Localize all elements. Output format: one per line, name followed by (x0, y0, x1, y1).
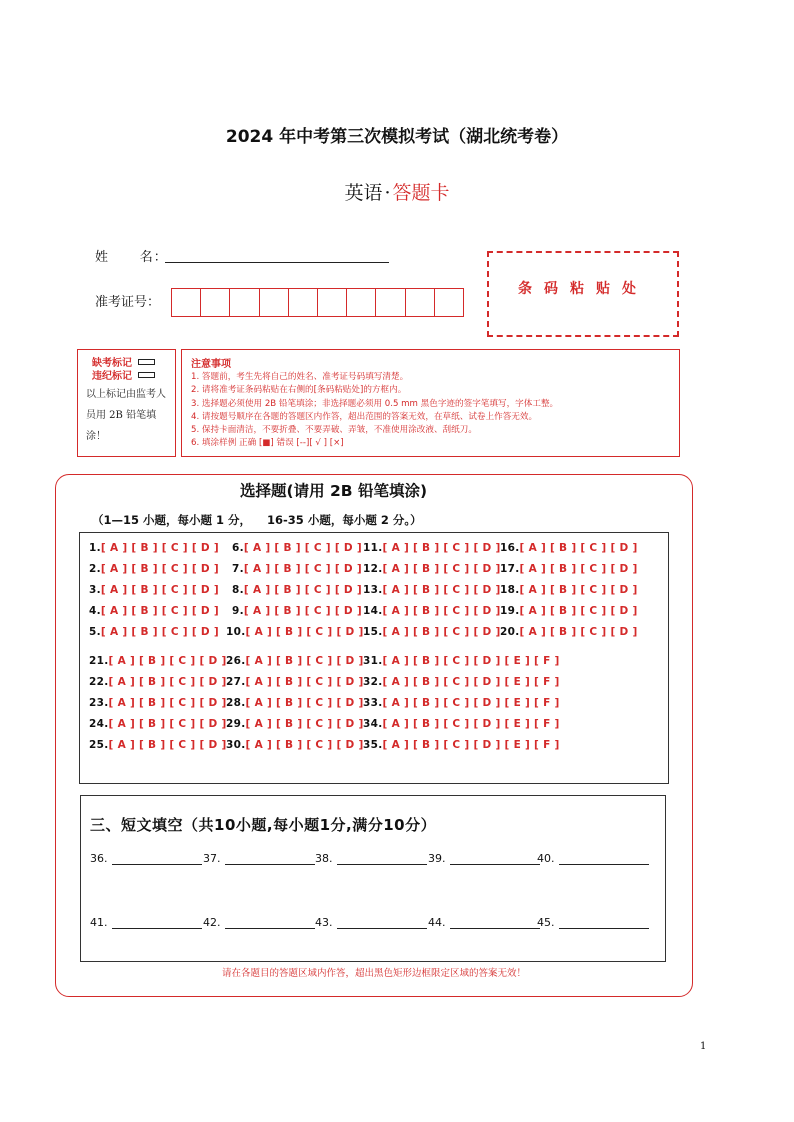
id-digit-box[interactable] (172, 289, 201, 316)
id-label: 准考证号： (95, 295, 161, 310)
answer-options[interactable]: [ A ] [ B ] [ C ] [ D ] (108, 718, 227, 730)
answer-options[interactable]: [ A ] [ B ] [ C ] [ D ] (519, 626, 638, 638)
id-digit-box[interactable] (318, 289, 347, 316)
answer-options[interactable]: [ A ] [ B ] [ C ] [ D ] (100, 542, 219, 554)
question-number: 13. (363, 584, 383, 596)
question-row[interactable] (89, 655, 227, 667)
absent-mark-label: 缺考标记 (92, 358, 132, 369)
question-number: 12. (363, 563, 383, 575)
question-row[interactable] (363, 676, 560, 688)
id-digit-box[interactable] (376, 289, 405, 316)
answer-options[interactable]: [ A ] [ B ] [ C ] [ D ] (108, 697, 227, 709)
question-number: 18. (500, 584, 520, 596)
answer-options[interactable]: [ A ] [ B ] [ C ] [ D ] (243, 542, 362, 554)
name-field[interactable] (165, 262, 389, 263)
question-row[interactable] (363, 542, 501, 554)
blank-number: 42. (203, 916, 221, 929)
id-digit-box[interactable] (201, 289, 230, 316)
question-number: 8. (232, 584, 244, 596)
question-row[interactable] (226, 626, 364, 638)
blank-line[interactable] (450, 917, 540, 929)
violation-mark-label: 违纪标记 (92, 371, 132, 382)
question-number: 20. (500, 626, 520, 638)
question-number: 14. (363, 605, 383, 617)
question-row[interactable] (363, 605, 501, 617)
blank-line[interactable] (559, 853, 649, 865)
answer-options[interactable]: [ A ] [ B ] [ C ] [ D ] (382, 584, 501, 596)
subject-label: 英语 (344, 182, 383, 204)
question-number: 9. (232, 605, 244, 617)
barcode-area (487, 251, 679, 337)
answer-options[interactable]: [ A ] [ B ] [ C ] [ D ] (519, 584, 638, 596)
blank-item[interactable] (428, 852, 540, 865)
blank-number: 37. (203, 852, 221, 865)
blank-item[interactable] (315, 852, 427, 865)
question-number: 7. (232, 563, 244, 575)
id-digit-box[interactable] (347, 289, 376, 316)
blank-line[interactable] (559, 917, 649, 929)
question-row[interactable] (226, 718, 364, 730)
blank-line[interactable] (112, 853, 202, 865)
notice-box (181, 349, 680, 457)
id-digit-box[interactable] (289, 289, 318, 316)
blank-number: 38. (315, 852, 333, 865)
answer-options[interactable]: [ A ] [ B ] [ C ] [ D ] (100, 584, 219, 596)
name-label: 姓 名： (95, 250, 168, 265)
answer-options[interactable]: [ A ] [ B ] [ C ] [ D ] (100, 605, 219, 617)
answer-options[interactable]: [ A ] [ B ] [ C ] [ D ] (382, 542, 501, 554)
answer-options[interactable]: [ A ] [ B ] [ C ] [ D ] (108, 655, 227, 667)
question-number: 17. (500, 563, 520, 575)
question-number: 22. (89, 676, 109, 688)
question-number: 32. (363, 676, 383, 688)
question-number: 16. (500, 542, 520, 554)
answer-options[interactable]: [ A ] [ B ] [ C ] [ D ] (382, 626, 501, 638)
question-row[interactable] (500, 542, 638, 554)
notice-item: 6. 填涂样例 正确 [■] 错误 [--][ √ ] [×] (191, 438, 344, 449)
question-row[interactable] (89, 626, 219, 638)
question-number: 2. (89, 563, 101, 575)
blank-item[interactable] (537, 916, 649, 929)
question-row[interactable] (89, 584, 219, 596)
question-number: 4. (89, 605, 101, 617)
section1-title: 选择题(请用 2B 铅笔填涂) (240, 482, 428, 500)
blank-item[interactable] (315, 916, 427, 929)
question-row[interactable] (500, 584, 638, 596)
answer-options[interactable]: [ A ] [ B ] [ C ] [ D ] (245, 676, 364, 688)
question-number: 11. (363, 542, 383, 554)
page-number: 1 (700, 1041, 707, 1052)
question-row[interactable] (363, 626, 501, 638)
answer-options[interactable]: [ A ] [ B ] [ C ] [ D ] (382, 563, 501, 575)
answer-options[interactable]: [ A ] [ B ] [ C ] [ D ] (108, 676, 227, 688)
question-number: 21. (89, 655, 109, 667)
card-label: 答题卡 (392, 182, 450, 204)
question-number: 35. (363, 739, 383, 751)
question-number: 3. (89, 584, 101, 596)
question-number: 1. (89, 542, 101, 554)
section1-note: （1—15 小题，每小题 1 分， 16-35 小题，每小题 2 分。） (92, 513, 422, 527)
blank-line[interactable] (337, 853, 427, 865)
answer-options[interactable]: [ A ] [ B ] [ C ] [ D ] (243, 563, 362, 575)
id-digit-box[interactable] (435, 289, 463, 316)
question-number: 10. (226, 626, 246, 638)
question-row[interactable] (89, 697, 227, 709)
exam-id-boxes[interactable] (171, 288, 464, 317)
notice-item: 1. 答题前，考生先将自己的姓名、准考证号码填写清楚。 (191, 372, 409, 382)
blank-number: 40. (537, 852, 555, 865)
blank-number: 41. (90, 916, 108, 929)
blank-item[interactable] (90, 852, 202, 865)
question-row[interactable] (232, 605, 362, 617)
answer-options[interactable]: [ A ] [ B ] [ C ] [ D ] (100, 563, 219, 575)
notice-item: 5. 保持卡面清洁，不要折叠、不要弄破、弄皱，不准使用涂改液、刮纸刀。 (191, 425, 477, 436)
subtitle-dot: · (384, 182, 391, 204)
question-row[interactable] (226, 739, 364, 751)
question-row[interactable] (226, 655, 364, 667)
question-number: 23. (89, 697, 109, 709)
notice-item: 3. 选择题必须使用 2B 铅笔填涂；非选择题必须用 0.5 mm 黑色字迹的签字笔填写，字体工整。 (191, 398, 559, 409)
question-row[interactable] (232, 542, 362, 554)
blank-item[interactable] (428, 916, 540, 929)
answer-options[interactable]: [ A ] [ B ] [ C ] [ D ] (519, 605, 638, 617)
violation-mark-checkbox[interactable] (138, 372, 155, 378)
page-title: 2024 年中考第三次模拟考试（湖北统考卷） (225, 127, 569, 147)
blank-number: 43. (315, 916, 333, 929)
question-number: 19. (500, 605, 520, 617)
blank-line[interactable] (337, 917, 427, 929)
answer-options[interactable]: [ A ] [ B ] [ C ] [ D ] (245, 626, 364, 638)
question-number: 25. (89, 739, 109, 751)
answer-options[interactable]: [ A ] [ B ] [ C ] [ D ] (243, 605, 362, 617)
question-row[interactable] (89, 718, 227, 730)
question-number: 6. (232, 542, 244, 554)
question-row[interactable] (89, 676, 227, 688)
id-digit-box[interactable] (260, 289, 289, 316)
answer-options[interactable]: [ A ] [ B ] [ C ] [ D ] (108, 739, 227, 751)
question-row[interactable] (363, 739, 560, 751)
blank-item[interactable] (90, 916, 202, 929)
question-row[interactable] (363, 697, 560, 709)
blank-number: 45. (537, 916, 555, 929)
barcode-label: 条码粘贴处 (518, 281, 648, 297)
blank-number: 36. (90, 852, 108, 865)
mark-box (77, 349, 176, 457)
notice-item: 2. 请将准考证条码粘贴在右侧的[条码粘贴处]的方框内。 (191, 385, 407, 396)
question-row[interactable] (363, 563, 501, 575)
question-row[interactable] (89, 542, 219, 554)
answer-options[interactable]: [ A ] [ B ] [ C ] [ D ] (245, 739, 364, 751)
blank-line[interactable] (225, 853, 315, 865)
question-number: 28. (226, 697, 246, 709)
question-row[interactable] (89, 605, 219, 617)
blank-line[interactable] (450, 853, 540, 865)
answer-options[interactable]: [ A ] [ B ] [ C ] [ D ] (519, 542, 638, 554)
question-number: 15. (363, 626, 383, 638)
id-digit-box[interactable] (230, 289, 259, 316)
page-subtitle (0, 178, 794, 205)
answer-options[interactable]: [ A ] [ B ] [ C ] [ D ] (243, 584, 362, 596)
answer-options[interactable]: [ A ] [ B ] [ C ] [ D ] (382, 605, 501, 617)
blank-number: 39. (428, 852, 446, 865)
answer-options[interactable]: [ A ] [ B ] [ C ] [ D ] (245, 655, 364, 667)
question-row[interactable] (232, 563, 362, 575)
section3-title: 三、短文填空（共10小题,每小题1分,满分10分） (90, 816, 437, 834)
question-number: 24. (89, 718, 109, 730)
question-number: 31. (363, 655, 383, 667)
blank-item[interactable] (203, 916, 315, 929)
answer-options[interactable]: [ A ] [ B ] [ C ] [ D ] [ E ] [ F ] (382, 676, 560, 688)
question-number: 26. (226, 655, 246, 667)
blank-line[interactable] (225, 917, 315, 929)
mark-note: 以上标记由监考人员用 2B 铅笔填涂！ (86, 389, 166, 442)
question-row[interactable] (500, 563, 638, 575)
id-digit-box[interactable] (406, 289, 435, 316)
question-number: 27. (226, 676, 246, 688)
answer-options[interactable]: [ A ] [ B ] [ C ] [ D ] [ E ] [ F ] (382, 697, 560, 709)
question-row[interactable] (226, 697, 364, 709)
blank-number: 44. (428, 916, 446, 929)
notice-title: 注意事项 (191, 359, 231, 370)
answer-options[interactable]: [ A ] [ B ] [ C ] [ D ] [ E ] [ F ] (382, 718, 560, 730)
violation-mark-row (86, 368, 167, 381)
multiple-choice-box (79, 532, 669, 784)
answer-options[interactable]: [ A ] [ B ] [ C ] [ D ] [ E ] [ F ] (382, 739, 560, 751)
question-row[interactable] (232, 584, 362, 596)
question-row[interactable] (363, 718, 560, 730)
question-number: 29. (226, 718, 246, 730)
answer-options[interactable]: [ A ] [ B ] [ C ] [ D ] (245, 697, 364, 709)
question-row[interactable] (500, 605, 638, 617)
answer-options[interactable]: [ A ] [ B ] [ C ] [ D ] (519, 563, 638, 575)
answer-options[interactable]: [ A ] [ B ] [ C ] [ D ] [ E ] [ F ] (382, 655, 560, 667)
answer-options[interactable]: [ A ] [ B ] [ C ] [ D ] (100, 626, 219, 638)
question-row[interactable] (500, 626, 638, 638)
question-row[interactable] (363, 584, 501, 596)
answer-options[interactable]: [ A ] [ B ] [ C ] [ D ] (245, 718, 364, 730)
blank-item[interactable] (203, 852, 315, 865)
question-number: 34. (363, 718, 383, 730)
question-row[interactable] (89, 563, 219, 575)
absent-mark-checkbox[interactable] (138, 359, 155, 365)
question-row[interactable] (226, 676, 364, 688)
question-number: 33. (363, 697, 383, 709)
blank-line[interactable] (112, 917, 202, 929)
notice-item: 4. 请按题号顺序在各题的答题区内作答，超出范围的答案无效，在草纸、试卷上作答无效。 (191, 411, 538, 422)
question-number: 30. (226, 739, 246, 751)
blank-item[interactable] (537, 852, 649, 865)
question-number: 5. (89, 626, 101, 638)
question-row[interactable] (363, 655, 560, 667)
question-row[interactable] (89, 739, 227, 751)
footer-note: 请在各题目的答题区域内作答，超出黑色矩形边框限定区域的答案无效！ (221, 968, 526, 979)
